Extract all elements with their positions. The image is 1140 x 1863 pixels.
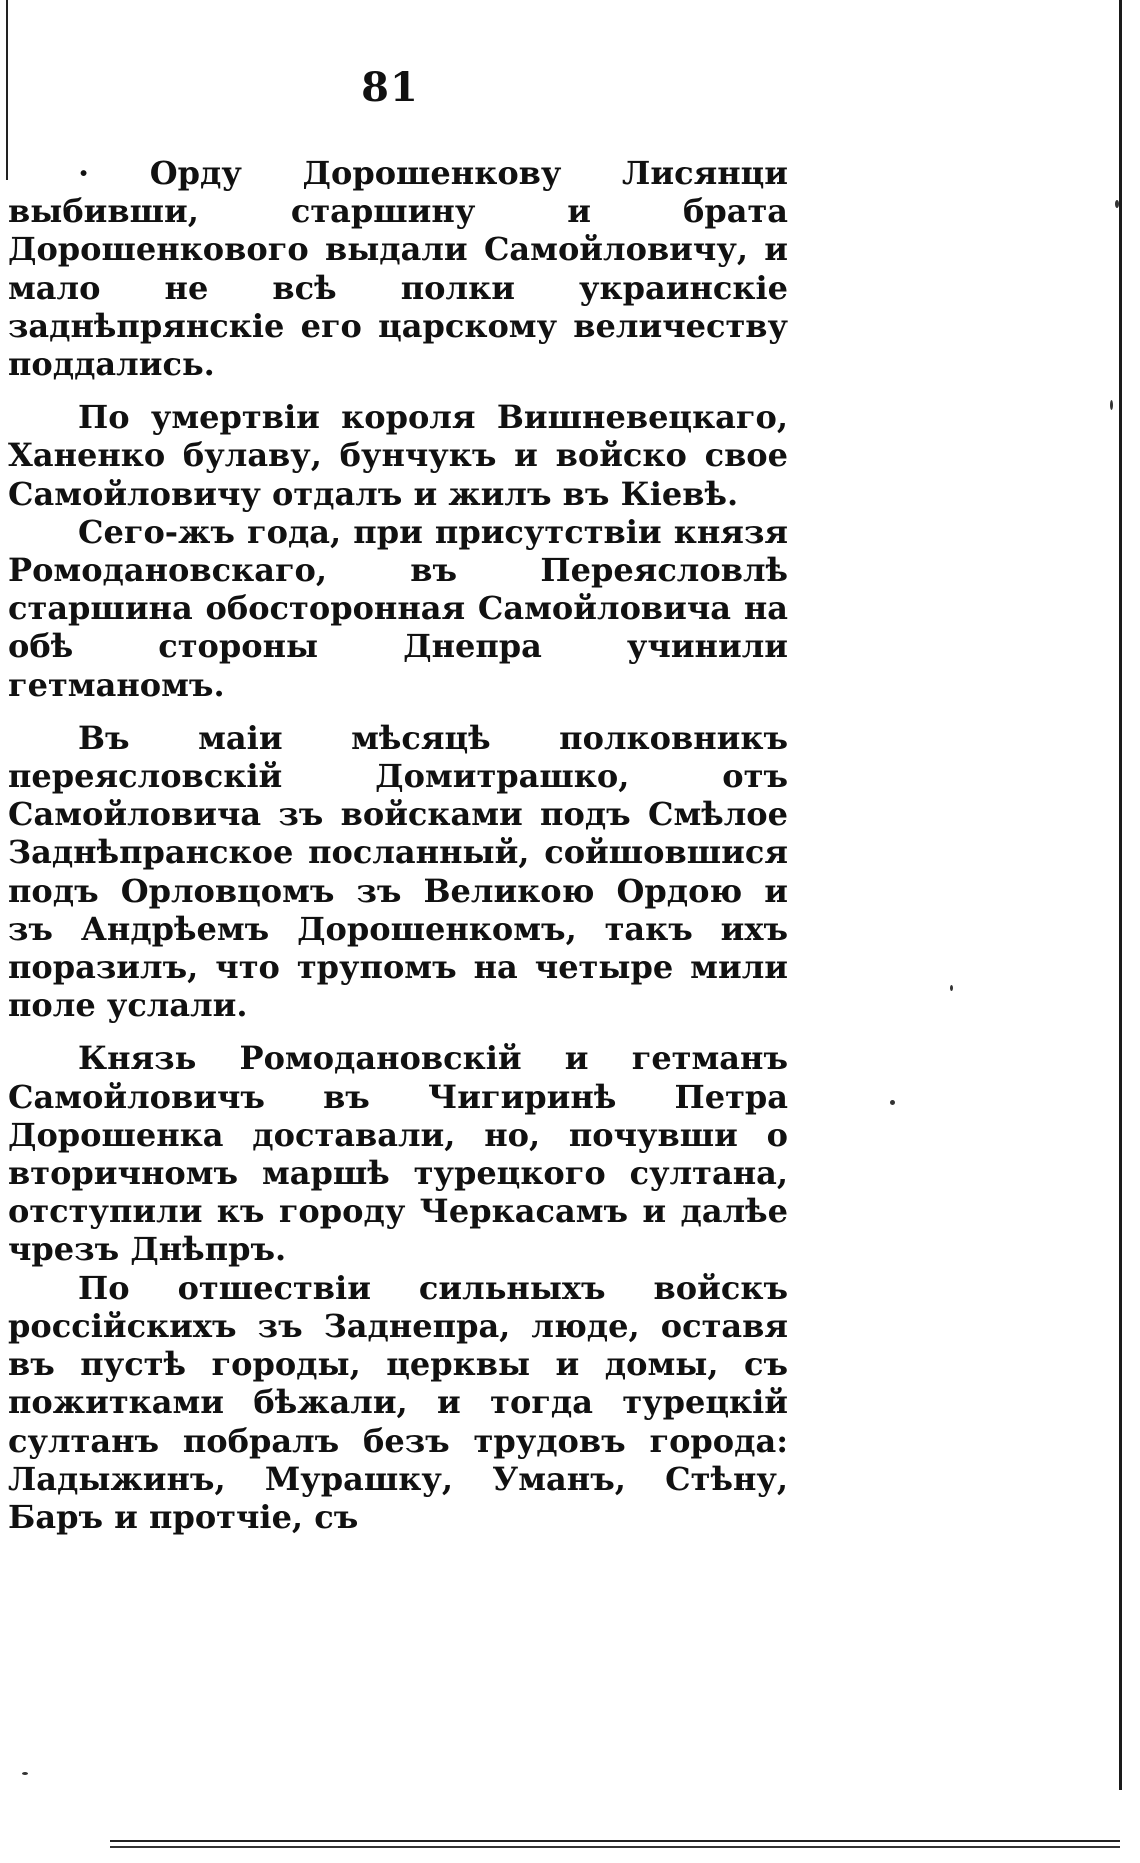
paragraph-6: По отшествіи сильныхъ войскъ россійскихъ зъ Заднепра, люде, оставя въ пустѣ городы, церквы и домы, съ пожитками бѣжали, и тогда турецкій султанъ побралъ безъ трудовъ города: Ладыжинъ, Мурашку, Уманъ, Стѣну, Баръ и протчіе, съ xyxy=(8,1268,788,1536)
right-margin-rule xyxy=(1119,0,1122,1790)
scan-speck xyxy=(1115,200,1119,208)
scan-speck xyxy=(1110,400,1113,410)
scan-speck xyxy=(890,1100,895,1105)
bottom-border xyxy=(110,1840,1120,1848)
paragraph-4: Въ маіи мѣсяцѣ полковникъ переясловскій Домитрашко, отъ Самойловича зъ войсками подъ Смѣлое Заднѣпранское посланный, сойшовшися подъ Орловцомъ зъ Великою Ордою и зъ Андрѣемъ Дорошенкомъ, такъ ихъ поразилъ, что трупомъ на четыре мили поле услали. xyxy=(8,718,788,1025)
scan-speck xyxy=(22,1772,28,1775)
paragraph-1: · Орду Дорошенкову Лисянци выбивши, старшину и брата Дорошенкового выдали Самойловичу, и мало не всѣ полки украинскіе заднѣпрянскіе его царскому величеству поддались. xyxy=(8,154,788,384)
paragraph-5: Князь Ромодановскій и гетманъ Самойловичъ въ Чигиринѣ Петра Дорошенка доставали, но, почувши о вторичномъ маршѣ турецкого султана, отступили къ городу Черкасамъ и далѣе чрезъ Днѣпръ. xyxy=(8,1039,788,1269)
paragraph-2: По умертвіи короля Вишневецкаго, Ханенко булаву, бунчукъ и войско свое Самойловичу отдалъ и жилъ въ Кіевѣ. xyxy=(8,398,788,513)
page-number: 81 xyxy=(361,64,419,111)
left-margin-rule xyxy=(6,0,8,180)
scan-speck xyxy=(950,985,953,991)
body-text xyxy=(8,154,788,1536)
paragraph-3: Сего-жъ года, при присутствіи князя Ромодановскаго, въ Переясловлѣ старшина обосторонная Самойловича на обѣ стороны Днепра учинили гетманомъ. xyxy=(8,512,788,704)
